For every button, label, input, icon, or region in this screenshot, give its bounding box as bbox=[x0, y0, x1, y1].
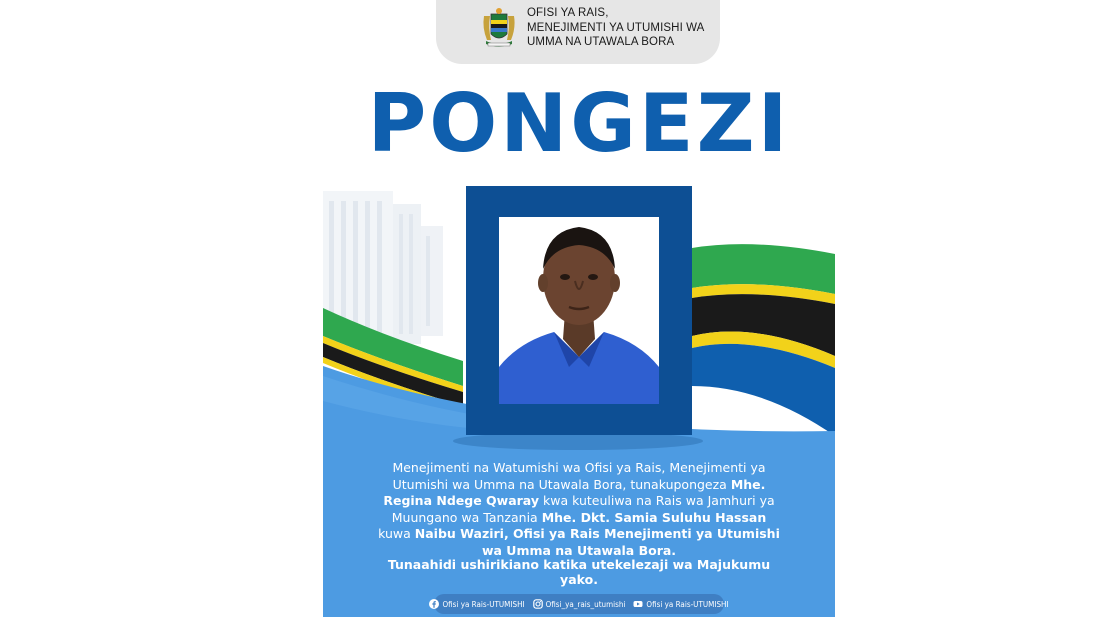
instagram-icon bbox=[533, 599, 543, 609]
message-text-2: kwa kuteuliwa na Rais wa Jamhuri ya Muungano wa Tanzania bbox=[391, 493, 775, 525]
congratulation-message bbox=[376, 460, 782, 559]
closing-statement: Tunaahidi ushirikiano katika utekelezaji wa Majukumu yako. bbox=[387, 557, 771, 587]
coat-of-arms-logo bbox=[478, 6, 520, 48]
instagram-handle: Ofisi_ya_rais_utumishi bbox=[545, 599, 626, 609]
org-line-2: MENEJIMENTI YA UTUMISHI WA bbox=[527, 21, 705, 34]
page-title: PONGEZI bbox=[367, 77, 791, 170]
facebook-link[interactable] bbox=[429, 599, 524, 609]
org-line-1: OFISI YA RAIS, bbox=[527, 7, 609, 19]
instagram-link[interactable] bbox=[533, 599, 626, 609]
youtube-icon bbox=[633, 599, 643, 609]
organization-name bbox=[527, 6, 717, 50]
facebook-handle: Ofisi ya Rais-UTUMISHI bbox=[442, 599, 525, 609]
org-line-3: UMMA NA UTAWALA BORA bbox=[527, 36, 675, 48]
facebook-icon bbox=[429, 599, 439, 609]
youtube-handle: Ofisi ya Rais-UTUMISHI bbox=[646, 599, 729, 609]
social-media-bar bbox=[434, 594, 729, 614]
right-flag-wave bbox=[692, 244, 835, 436]
message-text-3: kuwa bbox=[378, 526, 415, 541]
message-text-1: Menejimenti na Watumishi wa Ofisi ya Rais, Menejimenti ya Utumishi wa Umma na Utawala Bora, tunakupongeza bbox=[392, 460, 766, 492]
president-name: Mhe. Dkt. Samia Suluhu Hassan bbox=[541, 509, 767, 525]
youtube-link[interactable] bbox=[633, 599, 728, 609]
portrait-photo bbox=[499, 217, 659, 404]
appointed-position: Naibu Waziri, Ofisi ya Rais Menejimenti ya Utumishi wa Umma na Utawala Bora. bbox=[414, 526, 780, 558]
appointee-name: Mhe. Regina Ndege Qwaray bbox=[383, 476, 766, 508]
